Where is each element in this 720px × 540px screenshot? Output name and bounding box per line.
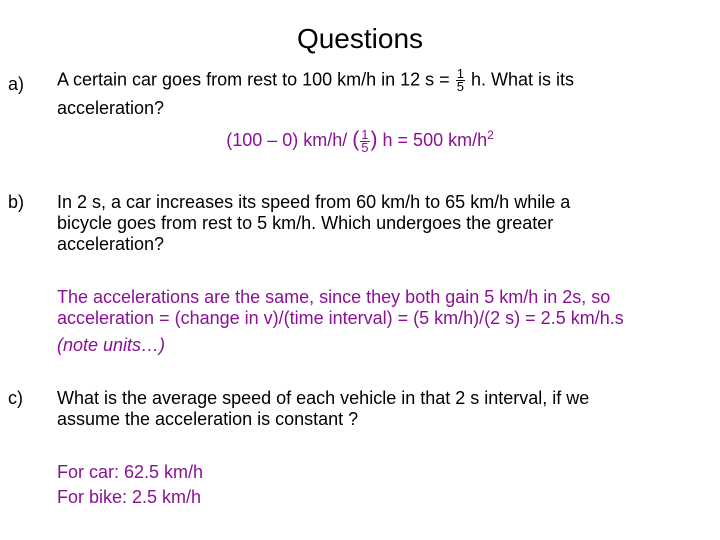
fraction-numerator: 1 <box>456 66 464 81</box>
answer-a-exponent: 2 <box>487 128 494 142</box>
question-c-text <box>57 388 697 430</box>
slide-title: Questions <box>296 23 424 54</box>
question-a-label: a) <box>8 74 25 94</box>
answer-fraction-denominator: 5 <box>361 139 369 155</box>
answer-b-line-1: The accelerations are the same, since they both gain 5 km/h in 2s, so <box>57 287 611 307</box>
answer-c-bike: For bike: 2.5 km/h <box>57 487 202 507</box>
question-a-line-1-start: A certain car goes from rest to 100 km/h in 12 s = <box>57 69 450 90</box>
answer-a-start: (100 – 0) km/h/ <box>226 130 348 150</box>
answer-fraction-numerator: 1 <box>361 126 369 142</box>
answer-a-paren-close: ) <box>370 128 378 151</box>
question-c-line-1: What is the average speed of each vehicle in that 2 s interval, if we <box>57 388 590 408</box>
answer-a-paren-open: ( <box>352 128 360 151</box>
question-b-text <box>57 192 697 255</box>
answer-a <box>0 125 720 154</box>
answer-b-line-2: acceleration = (change in v)/(time interval) = (5 km/h)/(2 s) = 2.5 km/h.s <box>57 308 624 328</box>
question-a-text <box>57 68 697 119</box>
answer-c-car: For car: 62.5 km/h <box>57 462 204 482</box>
answer-a-fraction <box>360 126 369 155</box>
answer-a-end: h = 500 km/h <box>382 130 488 150</box>
question-b-line-2: bicycle goes from rest to 5 km/h. Which undergoes the greater <box>57 213 554 233</box>
question-c-line-2: assume the acceleration is constant ? <box>57 409 359 429</box>
answer-b <box>57 287 717 356</box>
question-b-line-1: In 2 s, a car increases its speed from 60 km/h to 65 km/h while a <box>57 192 571 212</box>
question-a-line-1 <box>57 68 697 93</box>
question-b-line-3: acceleration? <box>57 234 165 254</box>
question-a-line-2: acceleration? <box>57 98 165 118</box>
answer-c <box>57 462 697 508</box>
fraction-one-fifth <box>456 68 465 93</box>
fraction-denominator: 5 <box>456 79 464 94</box>
question-a-line-1-end: h. What is its <box>470 69 574 90</box>
question-b-label: b) <box>8 192 25 212</box>
answer-b-note: (note units…) <box>57 335 166 355</box>
question-c-label: c) <box>8 388 23 408</box>
